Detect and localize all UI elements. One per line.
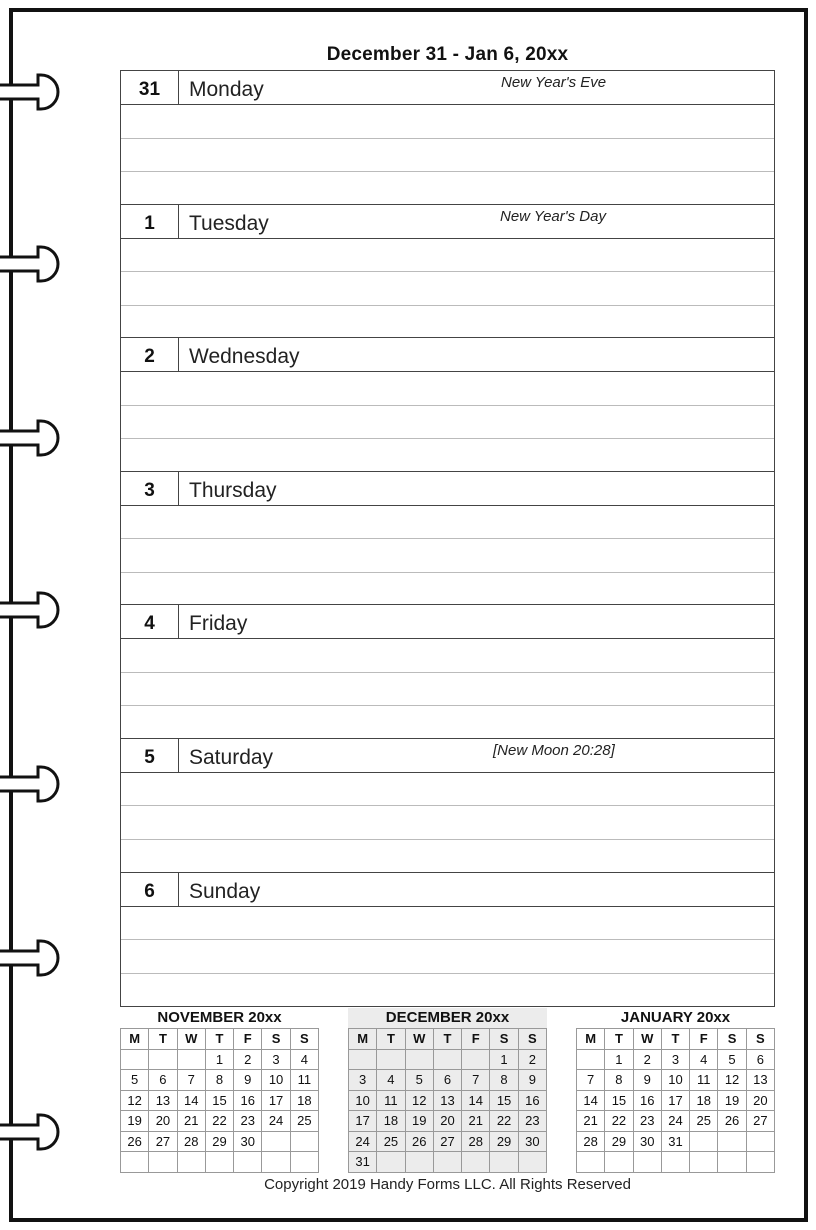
date-cell xyxy=(290,1152,318,1173)
date-cell: 26 xyxy=(718,1111,746,1132)
date-cell: 30 xyxy=(234,1131,262,1152)
date-cell xyxy=(149,1152,177,1173)
week-title: December 31 - Jan 6, 20xx xyxy=(326,44,569,65)
date-cell: 24 xyxy=(349,1131,377,1152)
weekday-header: T xyxy=(433,1029,461,1050)
date-cell: 21 xyxy=(577,1111,605,1132)
day-name: Tuesday xyxy=(189,211,269,235)
weekday-header: T xyxy=(149,1029,177,1050)
writing-line[interactable] xyxy=(121,538,774,539)
date-cell: 1 xyxy=(605,1049,633,1070)
date-cell: 7 xyxy=(462,1070,490,1091)
weekday-header: M xyxy=(121,1029,149,1050)
date-cell xyxy=(405,1152,433,1173)
date-cell xyxy=(690,1152,718,1173)
day-name: Friday xyxy=(189,612,248,636)
date-cell xyxy=(661,1152,689,1173)
date-cell: 19 xyxy=(121,1111,149,1132)
date-cell: 7 xyxy=(177,1070,205,1091)
day-number: 31 xyxy=(121,71,179,104)
binder-ring-icon xyxy=(0,1112,66,1152)
date-cell xyxy=(462,1049,490,1070)
date-cell xyxy=(121,1152,149,1173)
date-cell xyxy=(633,1152,661,1173)
writing-line[interactable] xyxy=(121,705,774,706)
date-cell: 27 xyxy=(149,1131,177,1152)
date-cell: 11 xyxy=(377,1090,405,1111)
days-grid xyxy=(120,70,775,1007)
mini-calendar-title: JANUARY 20xx xyxy=(620,1009,731,1026)
date-cell xyxy=(121,1049,149,1070)
date-cell: 29 xyxy=(490,1131,518,1152)
date-cell: 24 xyxy=(262,1111,290,1132)
mini-calendar xyxy=(348,1008,547,1173)
day-number: 5 xyxy=(121,739,179,772)
binder-ring-icon xyxy=(0,764,66,804)
date-cell: 6 xyxy=(149,1070,177,1091)
writing-line[interactable] xyxy=(121,638,774,639)
writing-line[interactable] xyxy=(121,138,774,139)
date-cell: 22 xyxy=(490,1111,518,1132)
writing-line[interactable] xyxy=(121,672,774,673)
date-cell: 12 xyxy=(405,1090,433,1111)
day-number: 3 xyxy=(121,472,179,505)
day-block xyxy=(121,472,774,606)
date-cell: 31 xyxy=(661,1131,689,1152)
date-cell xyxy=(746,1152,774,1173)
day-name: Saturday xyxy=(189,745,274,769)
date-cell: 18 xyxy=(377,1111,405,1132)
date-cell xyxy=(577,1049,605,1070)
mini-calendar-grid xyxy=(348,1028,547,1173)
writing-line[interactable] xyxy=(121,171,774,172)
day-note: New Year's Day xyxy=(500,207,606,225)
date-cell: 1 xyxy=(205,1049,233,1070)
day-block xyxy=(121,71,774,205)
date-cell xyxy=(262,1152,290,1173)
date-cell xyxy=(377,1049,405,1070)
mini-calendar-grid xyxy=(120,1028,319,1173)
binder-ring-icon xyxy=(0,418,66,458)
weekday-header: T xyxy=(661,1029,689,1050)
date-cell: 12 xyxy=(121,1090,149,1111)
date-cell: 8 xyxy=(490,1070,518,1091)
writing-line[interactable] xyxy=(121,371,774,372)
date-cell xyxy=(234,1152,262,1173)
date-cell: 3 xyxy=(262,1049,290,1070)
date-cell xyxy=(377,1152,405,1173)
weekday-header: T xyxy=(205,1029,233,1050)
date-cell: 29 xyxy=(205,1131,233,1152)
weekday-header: S xyxy=(518,1029,546,1050)
date-cell: 4 xyxy=(690,1049,718,1070)
date-cell: 2 xyxy=(234,1049,262,1070)
weekday-header: S xyxy=(262,1029,290,1050)
date-cell: 30 xyxy=(633,1131,661,1152)
date-cell: 25 xyxy=(690,1111,718,1132)
weekday-header: T xyxy=(377,1029,405,1050)
date-cell: 9 xyxy=(518,1070,546,1091)
date-cell: 28 xyxy=(577,1131,605,1152)
date-cell: 17 xyxy=(661,1090,689,1111)
writing-line[interactable] xyxy=(121,505,774,506)
date-cell: 20 xyxy=(746,1090,774,1111)
date-cell: 5 xyxy=(121,1070,149,1091)
writing-line[interactable] xyxy=(121,805,774,806)
weekday-header: F xyxy=(690,1029,718,1050)
weekday-header: W xyxy=(405,1029,433,1050)
date-cell: 9 xyxy=(234,1070,262,1091)
writing-line[interactable] xyxy=(121,305,774,306)
writing-line[interactable] xyxy=(121,405,774,406)
date-cell: 7 xyxy=(577,1070,605,1091)
date-cell: 17 xyxy=(262,1090,290,1111)
date-cell: 30 xyxy=(518,1131,546,1152)
day-note: [New Moon 20:28] xyxy=(493,741,615,759)
date-cell: 14 xyxy=(577,1090,605,1111)
date-cell: 25 xyxy=(290,1111,318,1132)
day-block xyxy=(121,205,774,339)
date-cell xyxy=(405,1049,433,1070)
date-cell xyxy=(690,1131,718,1152)
date-cell: 5 xyxy=(405,1070,433,1091)
writing-line[interactable] xyxy=(121,973,774,974)
date-cell: 23 xyxy=(234,1111,262,1132)
date-cell: 26 xyxy=(405,1131,433,1152)
date-cell: 1 xyxy=(490,1049,518,1070)
day-block xyxy=(121,873,774,1007)
weekday-header: F xyxy=(462,1029,490,1050)
date-cell: 11 xyxy=(290,1070,318,1091)
date-cell xyxy=(177,1049,205,1070)
date-cell xyxy=(262,1131,290,1152)
date-cell: 3 xyxy=(661,1049,689,1070)
date-cell: 3 xyxy=(349,1070,377,1091)
date-cell: 23 xyxy=(518,1111,546,1132)
copyright: Copyright 2019 Handy Forms LLC. All Rights Reserved xyxy=(264,1176,631,1193)
writing-line[interactable] xyxy=(121,104,774,105)
mini-calendar-grid xyxy=(576,1028,775,1173)
date-cell: 16 xyxy=(234,1090,262,1111)
date-cell: 28 xyxy=(177,1131,205,1152)
date-cell: 8 xyxy=(605,1070,633,1091)
date-cell: 15 xyxy=(490,1090,518,1111)
date-cell: 25 xyxy=(377,1131,405,1152)
date-cell xyxy=(718,1152,746,1173)
day-name: Thursday xyxy=(189,478,277,502)
date-cell: 6 xyxy=(746,1049,774,1070)
mini-calendar xyxy=(576,1008,775,1173)
date-cell: 14 xyxy=(177,1090,205,1111)
date-cell: 6 xyxy=(433,1070,461,1091)
date-cell: 9 xyxy=(633,1070,661,1091)
day-number: 4 xyxy=(121,605,179,638)
writing-line[interactable] xyxy=(121,906,774,907)
date-cell: 29 xyxy=(605,1131,633,1152)
date-cell: 21 xyxy=(177,1111,205,1132)
date-cell: 8 xyxy=(205,1070,233,1091)
date-cell xyxy=(577,1152,605,1173)
day-number: 6 xyxy=(121,873,179,906)
day-block xyxy=(121,605,774,739)
date-cell: 16 xyxy=(633,1090,661,1111)
date-cell: 24 xyxy=(661,1111,689,1132)
date-cell: 16 xyxy=(518,1090,546,1111)
weekday-header: F xyxy=(234,1029,262,1050)
weekday-header: M xyxy=(349,1029,377,1050)
date-cell: 4 xyxy=(290,1049,318,1070)
date-cell: 10 xyxy=(262,1070,290,1091)
mini-calendar-title: DECEMBER 20xx xyxy=(385,1009,510,1026)
weekday-header: T xyxy=(605,1029,633,1050)
date-cell: 20 xyxy=(149,1111,177,1132)
binder-ring-icon xyxy=(0,590,66,630)
weekday-header: W xyxy=(177,1029,205,1050)
date-cell: 13 xyxy=(149,1090,177,1111)
date-cell: 14 xyxy=(462,1090,490,1111)
writing-line[interactable] xyxy=(121,438,774,439)
weekday-header: S xyxy=(718,1029,746,1050)
writing-line[interactable] xyxy=(121,839,774,840)
writing-line[interactable] xyxy=(121,238,774,239)
writing-line[interactable] xyxy=(121,772,774,773)
date-cell: 2 xyxy=(633,1049,661,1070)
day-number: 2 xyxy=(121,338,179,371)
date-cell xyxy=(605,1152,633,1173)
binder-ring-icon xyxy=(0,938,66,978)
date-cell: 22 xyxy=(205,1111,233,1132)
date-cell xyxy=(205,1152,233,1173)
date-cell: 19 xyxy=(718,1090,746,1111)
date-cell: 5 xyxy=(718,1049,746,1070)
date-cell: 19 xyxy=(405,1111,433,1132)
day-name: Sunday xyxy=(189,879,261,903)
date-cell: 21 xyxy=(462,1111,490,1132)
date-cell: 18 xyxy=(290,1090,318,1111)
date-cell xyxy=(433,1049,461,1070)
writing-line[interactable] xyxy=(121,572,774,573)
date-cell xyxy=(490,1152,518,1173)
weekday-header: W xyxy=(633,1029,661,1050)
date-cell xyxy=(746,1131,774,1152)
date-cell: 18 xyxy=(690,1090,718,1111)
date-cell: 17 xyxy=(349,1111,377,1132)
date-cell: 15 xyxy=(605,1090,633,1111)
weekday-header: S xyxy=(490,1029,518,1050)
date-cell xyxy=(149,1049,177,1070)
writing-line[interactable] xyxy=(121,939,774,940)
date-cell: 27 xyxy=(433,1131,461,1152)
date-cell: 27 xyxy=(746,1111,774,1132)
date-cell xyxy=(177,1152,205,1173)
date-cell: 13 xyxy=(746,1070,774,1091)
day-note: New Year's Eve xyxy=(501,74,607,91)
date-cell: 12 xyxy=(718,1070,746,1091)
date-cell xyxy=(290,1131,318,1152)
date-cell: 4 xyxy=(377,1070,405,1091)
day-number: 1 xyxy=(121,205,179,238)
date-cell: 28 xyxy=(462,1131,490,1152)
weekday-header: S xyxy=(746,1029,774,1050)
date-cell: 22 xyxy=(605,1111,633,1132)
date-cell: 20 xyxy=(433,1111,461,1132)
date-cell: 11 xyxy=(690,1070,718,1091)
writing-line[interactable] xyxy=(121,271,774,272)
date-cell: 31 xyxy=(349,1152,377,1173)
date-cell: 26 xyxy=(121,1131,149,1152)
date-cell: 10 xyxy=(661,1070,689,1091)
date-cell xyxy=(433,1152,461,1173)
day-name: Monday xyxy=(189,78,264,101)
date-cell: 23 xyxy=(633,1111,661,1132)
weekday-header: M xyxy=(577,1029,605,1050)
weekday-header: S xyxy=(290,1029,318,1050)
date-cell xyxy=(518,1152,546,1173)
date-cell: 10 xyxy=(349,1090,377,1111)
day-name: Wednesday xyxy=(189,345,300,369)
mini-calendar xyxy=(120,1008,319,1173)
binder-ring-icon xyxy=(0,72,66,112)
date-cell xyxy=(718,1131,746,1152)
date-cell xyxy=(349,1049,377,1070)
binder-ring-icon xyxy=(0,244,66,284)
date-cell xyxy=(462,1152,490,1173)
date-cell: 13 xyxy=(433,1090,461,1111)
mini-calendar-title: NOVEMBER 20xx xyxy=(157,1009,282,1026)
day-block xyxy=(121,739,774,873)
day-block xyxy=(121,338,774,472)
date-cell: 2 xyxy=(518,1049,546,1070)
date-cell: 15 xyxy=(205,1090,233,1111)
